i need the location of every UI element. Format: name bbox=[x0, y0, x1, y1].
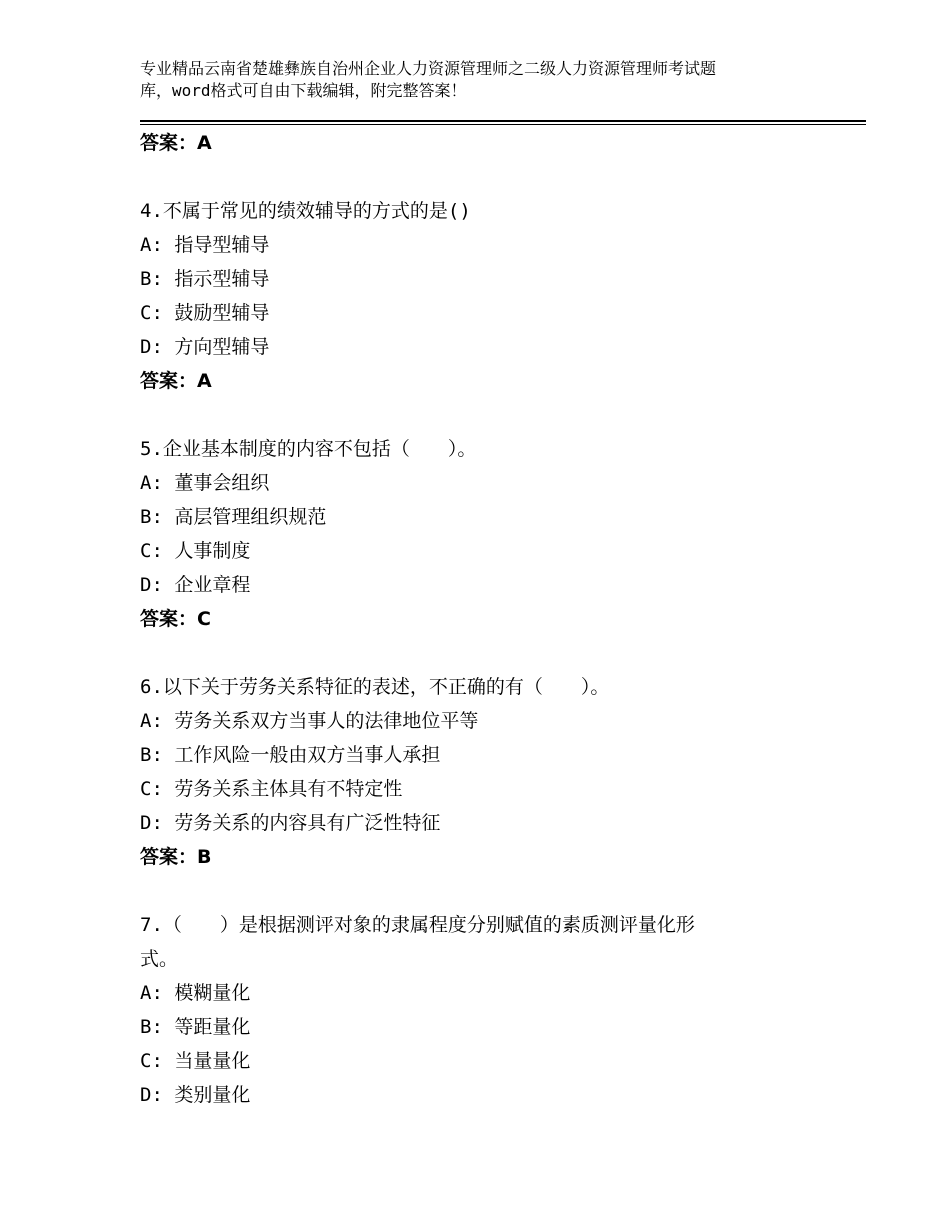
question-6 bbox=[140, 670, 830, 874]
option-d: D: 劳务关系的内容具有广泛性特征 bbox=[140, 812, 441, 834]
header-rule-thin bbox=[140, 124, 866, 125]
option-c: C: 鼓励型辅导 bbox=[140, 302, 270, 324]
option-c: C: 当量量化 bbox=[140, 1050, 251, 1072]
question-5 bbox=[140, 432, 830, 636]
option-a: A: 董事会组织 bbox=[140, 472, 270, 494]
spacer bbox=[140, 636, 830, 670]
option-c: C: 人事制度 bbox=[140, 540, 251, 562]
option-b: B: 指示型辅导 bbox=[140, 268, 270, 290]
option-d: D: 企业章程 bbox=[140, 574, 251, 596]
option-a: A: 模糊量化 bbox=[140, 982, 251, 1004]
option-a: A: 指导型辅导 bbox=[140, 234, 270, 256]
question-stem: 5.企业基本制度的内容不包括（ ）。 bbox=[140, 438, 477, 460]
header-rule-thick bbox=[140, 120, 866, 122]
option-d: D: 类别量化 bbox=[140, 1084, 251, 1106]
option-b: B: 等距量化 bbox=[140, 1016, 251, 1038]
option-c: C: 劳务关系主体具有不特定性 bbox=[140, 778, 403, 800]
spacer bbox=[140, 874, 830, 908]
question-stem: 6.以下关于劳务关系特征的表述，不正确的有（ ）。 bbox=[140, 676, 610, 698]
document-header bbox=[140, 58, 830, 102]
question-stem: 4.不属于常见的绩效辅导的方式的是() bbox=[140, 200, 471, 222]
header-title-line-2: 库，word格式可自由下载编辑，附完整答案！ bbox=[140, 81, 467, 100]
question-stem-line-1: 7.（ ）是根据测评对象的隶属程度分别赋值的素质测评量化形 bbox=[140, 914, 695, 936]
previous-answer: 答案：A bbox=[140, 132, 212, 154]
question-answer: 答案：A bbox=[140, 370, 212, 392]
spacer bbox=[140, 398, 830, 432]
header-title-line-1: 专业精品云南省楚雄彝族自治州企业人力资源管理师之二级人力资源管理师考试题 bbox=[140, 59, 717, 78]
spacer bbox=[140, 160, 830, 194]
question-7 bbox=[140, 908, 830, 1112]
option-b: B: 工作风险一般由双方当事人承担 bbox=[140, 744, 441, 766]
question-4 bbox=[140, 194, 830, 398]
question-list bbox=[140, 126, 830, 1112]
question-answer: 答案：C bbox=[140, 608, 211, 630]
question-answer: 答案：B bbox=[140, 846, 212, 868]
option-a: A: 劳务关系双方当事人的法律地位平等 bbox=[140, 710, 479, 732]
option-d: D: 方向型辅导 bbox=[140, 336, 270, 358]
question-stem-line-2: 式。 bbox=[140, 948, 179, 970]
option-b: B: 高层管理组织规范 bbox=[140, 506, 327, 528]
